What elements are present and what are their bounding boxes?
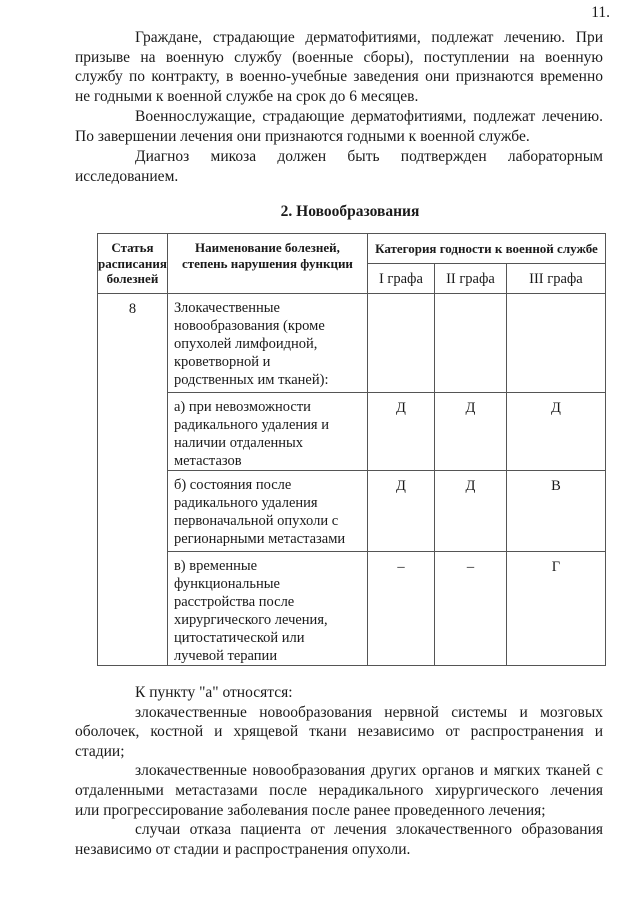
name-line: метастазов	[173, 453, 242, 469]
category-c2	[434, 294, 506, 393]
disease-name	[167, 393, 367, 471]
name-line: наличии отдаленных	[173, 435, 304, 451]
paragraph-dermatophytosis-conscripts	[75, 28, 603, 106]
category-c1	[367, 294, 434, 393]
name-line: расстройства после	[173, 594, 295, 610]
text-line: злокачественные новообразования нервной системы и мозговых	[135, 703, 603, 721]
text-line: злокачественные новообразования других органов и мягких тканей с	[135, 762, 603, 780]
paragraph-diagnosis	[75, 147, 603, 186]
name-line: опухолей лимфоидной,	[173, 336, 318, 352]
name-line: цитостатической или	[173, 630, 305, 646]
notes-intro: К пункту "а" относятся:	[135, 684, 293, 701]
header-line: расписания	[98, 255, 167, 271]
name-line: а) при невозможности	[173, 399, 311, 415]
category-c3: Г	[506, 552, 605, 666]
table-row	[98, 393, 606, 471]
header-category: Категория годности к военной службе	[367, 234, 605, 264]
header-article	[98, 234, 168, 294]
name-line: функциональные	[173, 576, 280, 592]
header-col2: II графа	[434, 264, 506, 294]
text-line: Диагноз микоза должен быть подтвержден лабораторным	[135, 148, 603, 165]
category-c1: Д	[367, 471, 434, 552]
text-line: или прогрессирование заболевания после ранее проведенного лечения;	[75, 801, 546, 819]
name-line: радикального удаления	[173, 495, 318, 511]
text-line: оболочек, костной и хрящевой ткани независимо от распространения и	[75, 723, 603, 741]
disease-name	[167, 552, 367, 666]
disease-name	[167, 294, 367, 393]
table-row	[98, 552, 606, 666]
name-line: регионарными метастазами	[173, 531, 346, 547]
name-line: родственных им тканей):	[173, 372, 329, 388]
section-title: 2. Новообразования	[280, 203, 420, 220]
text-line: независимо от стадии и распространения опухоли.	[75, 840, 411, 858]
table-row	[98, 294, 606, 393]
text-line: отдаленными метастазами после нерадикального хирургического лечения	[75, 781, 603, 799]
disease-name	[167, 471, 367, 552]
name-line: хирургического лечения,	[173, 612, 328, 628]
text-line: Военнослужащие, страдающие дерматофитиями, подлежат лечению.	[135, 108, 603, 125]
name-line: первоначальной опухоли с	[173, 513, 339, 529]
header-line: Статья	[111, 240, 154, 255]
name-line: радикального удаления и	[173, 417, 329, 433]
header-line: болезней	[106, 271, 159, 286]
category-c2: Д	[434, 393, 506, 471]
text-line: стадии;	[75, 742, 125, 760]
header-line: степень нарушения функции	[181, 255, 353, 271]
header-line: Наименование болезней,	[195, 240, 340, 255]
name-line: кроветворной и	[173, 354, 271, 370]
category-c3	[506, 294, 605, 393]
name-line: новообразования (кроме	[173, 318, 325, 334]
text-line: исследованием.	[75, 167, 179, 185]
header-col3: III графа	[506, 264, 605, 294]
category-c2: Д	[434, 471, 506, 552]
page-number: 11.	[591, 4, 610, 21]
text-line: призыве на военную службу (военные сборы), поступлении на военную	[75, 48, 603, 66]
article-number: 8	[98, 294, 168, 666]
text-line: службу по контракту, в военно-учебные заведения они признаются временно	[75, 68, 603, 86]
name-line: Злокачественные	[173, 300, 280, 316]
category-c1: Д	[367, 393, 434, 471]
category-c3: В	[506, 471, 605, 552]
header-col1: I графа	[367, 264, 434, 294]
text-line: Граждане, страдающие дерматофитиями, подлежат лечению. При	[135, 29, 603, 46]
header-disease-name	[167, 234, 367, 294]
paragraph-dermatophytosis-servicemen	[75, 107, 603, 146]
category-c1: –	[367, 552, 434, 666]
category-c2: –	[434, 552, 506, 666]
name-line: лучевой терапии	[173, 648, 278, 664]
table-row	[98, 471, 606, 552]
name-line: в) временные	[173, 558, 258, 574]
text-line: не годными к военной службе на срок до 6 месяцев.	[75, 87, 419, 105]
text-line: случаи отказа пациента от лечения злокачественного образования	[135, 821, 603, 839]
category-c3: Д	[506, 393, 605, 471]
name-line: б) состояния после	[173, 477, 292, 493]
text-line: По завершении лечения они признаются годными к военной службе.	[75, 127, 530, 145]
notes-section	[75, 683, 603, 859]
neoplasms-table	[97, 233, 606, 666]
